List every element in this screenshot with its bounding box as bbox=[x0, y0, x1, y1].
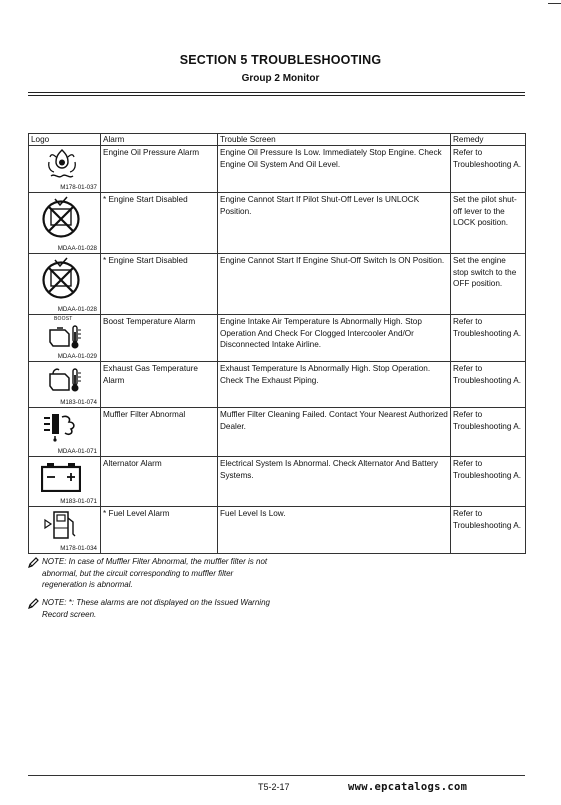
note-text: NOTE: In case of Muffler Filter Abnormal, the muffler filter is not abnormal, but the circuit corresponding to muffler filter regeneration is abnormal. bbox=[42, 557, 268, 589]
table-row bbox=[29, 254, 526, 315]
trouble-cell: Muffler Filter Cleaning Failed. Contact Your Nearest Authorized Dealer. bbox=[218, 408, 451, 457]
engine-start-disabled-icon bbox=[41, 196, 81, 240]
column-header-trouble-screen: Trouble Screen bbox=[218, 134, 451, 146]
icon-code: M183-01-071 bbox=[60, 498, 97, 505]
trouble-cell: Engine Cannot Start If Pilot Shut-Off Lever Is UNLOCK Position. bbox=[218, 193, 451, 254]
remedy-cell: Set the pilot shut-off lever to the LOCK position. bbox=[451, 193, 526, 254]
engine-oil-pressure-icon bbox=[47, 148, 77, 180]
note-muffler-filter bbox=[28, 556, 273, 591]
trouble-cell: Engine Intake Air Temperature Is Abnormally High. Stop Operation And Check For Clogged Intercooler And/Or Disconnected Intake Airline. bbox=[218, 315, 451, 362]
logo-cell bbox=[29, 408, 101, 457]
icon-code: MDAA-01-029 bbox=[57, 353, 97, 360]
logo-cell bbox=[29, 254, 101, 315]
battery-alternator-icon bbox=[41, 462, 81, 492]
icon-code: M183-01-074 bbox=[60, 399, 97, 406]
top-corner-rule bbox=[548, 3, 561, 4]
logo-cell bbox=[29, 507, 101, 554]
table-row bbox=[29, 507, 526, 554]
icon-code: MDAA-01-071 bbox=[57, 448, 97, 455]
remedy-cell: Refer to Troubleshooting A. bbox=[451, 362, 526, 408]
section-title: SECTION 5 TROUBLESHOOTING bbox=[179, 53, 382, 67]
icon-caption: BOOST bbox=[54, 316, 73, 322]
table-row bbox=[29, 457, 526, 507]
engine-start-disabled-icon bbox=[41, 257, 81, 301]
icon-code: MDAA-01-028 bbox=[57, 245, 97, 252]
trouble-cell: Fuel Level Is Low. bbox=[218, 507, 451, 554]
header-divider bbox=[28, 95, 525, 96]
logo-cell bbox=[29, 315, 101, 362]
remedy-cell: Refer to Troubleshooting A. bbox=[451, 457, 526, 507]
table-row bbox=[29, 408, 526, 457]
alarm-cell: Muffler Filter Abnormal bbox=[101, 408, 218, 457]
remedy-cell: Set the engine stop switch to the OFF position. bbox=[451, 254, 526, 315]
table-row bbox=[29, 193, 526, 254]
remedy-cell: Refer to Troubleshooting A. bbox=[451, 507, 526, 554]
column-header-alarm: Alarm bbox=[101, 134, 218, 146]
table-row bbox=[29, 362, 526, 408]
boost-temperature-icon bbox=[47, 324, 83, 350]
alarm-cell: * Fuel Level Alarm bbox=[101, 507, 218, 554]
group-subtitle: Group 2 Monitor bbox=[241, 73, 320, 84]
alarm-cell: * Engine Start Disabled bbox=[101, 254, 218, 315]
website-link[interactable]: www.epcatalogs.com bbox=[348, 781, 468, 793]
remedy-cell: Refer to Troubleshooting A. bbox=[451, 315, 526, 362]
header-divider bbox=[28, 92, 525, 93]
column-header-remedy: Remedy bbox=[451, 134, 526, 146]
remedy-cell: Refer to Troubleshooting A. bbox=[451, 408, 526, 457]
alarm-cell: Exhaust Gas Temperature Alarm bbox=[101, 362, 218, 408]
logo-cell bbox=[29, 193, 101, 254]
trouble-cell: Electrical System Is Abnormal. Check Alternator And Battery Systems. bbox=[218, 457, 451, 507]
fuel-level-icon bbox=[43, 510, 79, 540]
trouble-cell: Engine Cannot Start If Engine Shut-Off Switch Is ON Position. bbox=[218, 254, 451, 315]
icon-code: M178-01-037 bbox=[60, 184, 97, 191]
table-row bbox=[29, 146, 526, 193]
logo-cell bbox=[29, 362, 101, 408]
trouble-cell: Engine Oil Pressure Is Low. Immediately Stop Engine. Check Engine Oil System And Oil Level. bbox=[218, 146, 451, 193]
remedy-cell: Refer to Troubleshooting A. bbox=[451, 146, 526, 193]
troubleshooting-table bbox=[28, 133, 526, 554]
column-header-logo: Logo bbox=[29, 134, 101, 146]
table-row bbox=[29, 315, 526, 362]
exhaust-gas-temperature-icon bbox=[47, 366, 83, 394]
note-text: NOTE: *: These alarms are not displayed on the Issued Warning Record screen. bbox=[42, 598, 270, 619]
icon-code: M178-01-034 bbox=[60, 545, 97, 552]
alarm-cell: Engine Oil Pressure Alarm bbox=[101, 146, 218, 193]
pen-icon bbox=[28, 557, 39, 568]
muffler-filter-icon bbox=[43, 412, 77, 442]
logo-cell bbox=[29, 146, 101, 193]
alarm-cell: Alternator Alarm bbox=[101, 457, 218, 507]
alarm-cell: * Engine Start Disabled bbox=[101, 193, 218, 254]
icon-code: MDAA-01-028 bbox=[57, 306, 97, 313]
logo-cell bbox=[29, 457, 101, 507]
pen-icon bbox=[28, 598, 39, 609]
alarm-cell: Boost Temperature Alarm bbox=[101, 315, 218, 362]
footer-divider bbox=[28, 775, 525, 776]
note-alarm-record bbox=[28, 597, 273, 620]
page-number: T5-2-17 bbox=[258, 782, 290, 792]
trouble-cell: Exhaust Temperature Is Abnormally High. Stop Operation. Check The Exhaust Piping. bbox=[218, 362, 451, 408]
table-header-row bbox=[29, 134, 526, 146]
